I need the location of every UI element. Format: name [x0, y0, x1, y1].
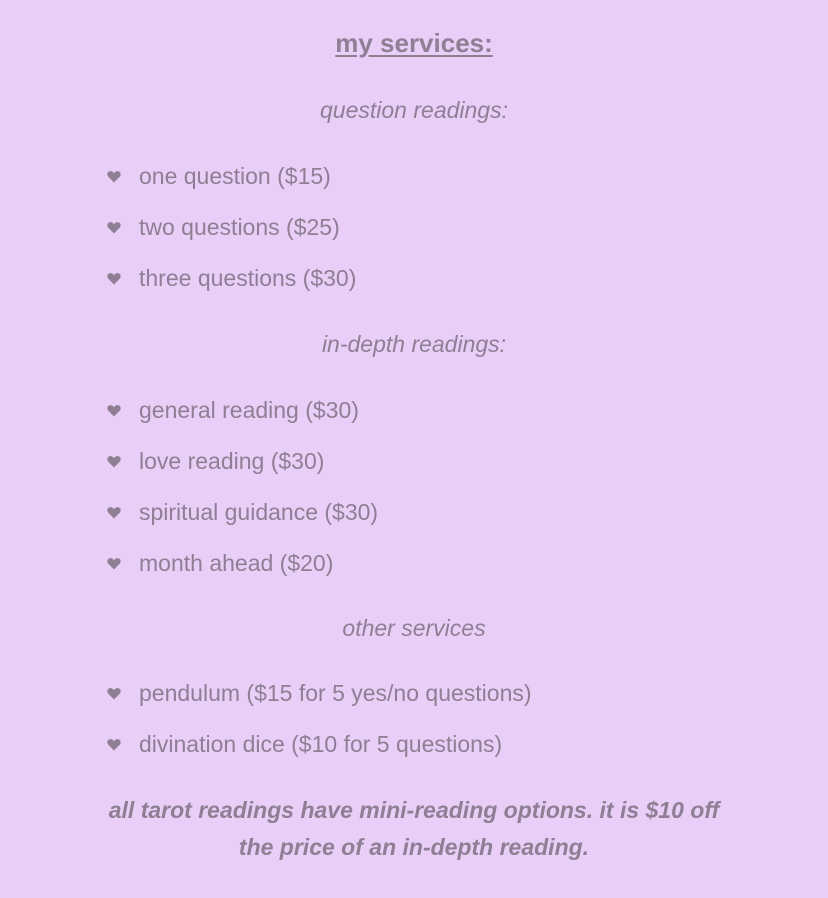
- heart-icon: [107, 403, 121, 417]
- page-title: my services:: [335, 28, 493, 58]
- list-item: [107, 497, 378, 527]
- list-item-label: three questions ($30): [139, 264, 357, 291]
- heart-icon: [107, 220, 121, 234]
- section-heading-question-readings: question readings:: [320, 97, 508, 123]
- section-heading-in-depth-readings: in-depth readings:: [321, 331, 507, 357]
- list-item: [107, 395, 359, 425]
- list-item-label: month ahead ($20): [139, 549, 334, 576]
- list-item-label: two questions ($25): [139, 213, 340, 240]
- list-item-label: love reading ($30): [139, 447, 325, 474]
- list-item: [107, 548, 333, 578]
- list-item: [107, 678, 532, 708]
- heart-icon: [107, 556, 121, 570]
- heart-icon: [107, 505, 121, 519]
- heart-icon: [107, 169, 121, 183]
- heart-icon: [107, 737, 121, 751]
- footer-note: all tarot readings have mini-reading options. it is $10 off the price of an in-depth reading.: [108, 797, 720, 860]
- section-heading-other-services: other services: [342, 615, 486, 641]
- list-item-label: general reading ($30): [139, 396, 359, 423]
- heart-icon: [107, 686, 121, 700]
- list-item-label: pendulum ($15 for 5 yes/no questions): [139, 679, 532, 706]
- list-item-label: divination dice ($10 for 5 questions): [139, 730, 503, 757]
- list-item-label: one question ($15): [139, 162, 331, 189]
- heart-icon: [107, 454, 121, 468]
- heart-icon: [107, 271, 121, 285]
- list-item-label: spiritual guidance ($30): [139, 498, 379, 525]
- list-item: [107, 263, 356, 293]
- list-item: [107, 729, 502, 759]
- list-item: [107, 212, 340, 242]
- list-item: [107, 446, 324, 476]
- list-item: [107, 161, 331, 191]
